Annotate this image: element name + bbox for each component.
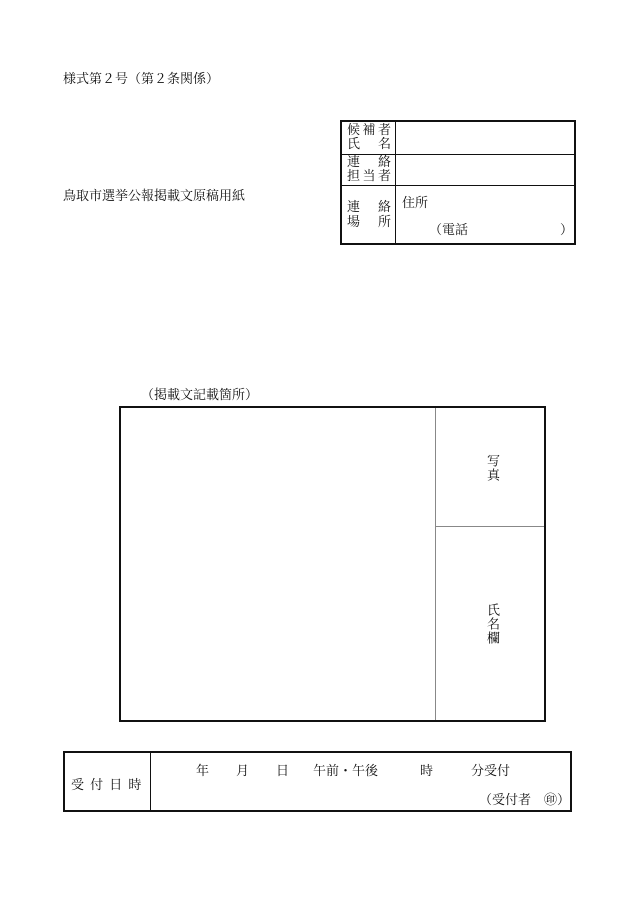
candidate-name-row: [342, 122, 574, 155]
contact-place-field[interactable]: [396, 185, 574, 243]
receiver-label: （受付者 ㊞）: [479, 793, 571, 808]
contact-place-row: [342, 185, 574, 243]
reception-datetime-field[interactable]: [151, 753, 570, 810]
contact-person-label: 連 絡 担当者: [342, 154, 396, 185]
page-title: 鳥取市選挙公報掲載文原稿用紙: [63, 189, 246, 204]
minute-received-label: 分受付: [471, 764, 511, 779]
phone-open-label: （電話: [429, 223, 469, 238]
contact-person-field[interactable]: [396, 154, 574, 185]
month-label: 月: [236, 764, 250, 779]
candidate-name-label: 候補者 氏 名: [342, 122, 396, 154]
phone-close-label: ）: [560, 223, 574, 238]
reception-label: 受 付 日 時: [71, 778, 143, 793]
side-panel: [435, 408, 544, 720]
ampm-label: 午前・午後: [313, 764, 379, 779]
content-writing-area[interactable]: [121, 408, 435, 720]
contact-place-label: 連 絡 場 所: [342, 185, 396, 243]
address-label: 住所: [402, 196, 429, 211]
form-number: 様式第２号（第２条関係）: [63, 72, 220, 87]
hour-label: 時: [420, 764, 434, 779]
reception-table: [63, 751, 572, 812]
day-label: 日: [276, 764, 290, 779]
candidate-info-table: [340, 120, 576, 245]
name-field-area[interactable]: [436, 527, 544, 720]
contact-person-row: [342, 154, 574, 186]
candidate-name-field[interactable]: [396, 122, 574, 154]
year-label: 年: [196, 764, 210, 779]
name-field-label: 氏名欄: [484, 603, 499, 645]
photo-area[interactable]: [436, 408, 544, 526]
reception-label-cell: [65, 753, 151, 810]
content-caption: （掲載文記載箇所）: [141, 388, 259, 403]
photo-label: 写真: [484, 454, 499, 482]
content-box: [119, 406, 546, 722]
